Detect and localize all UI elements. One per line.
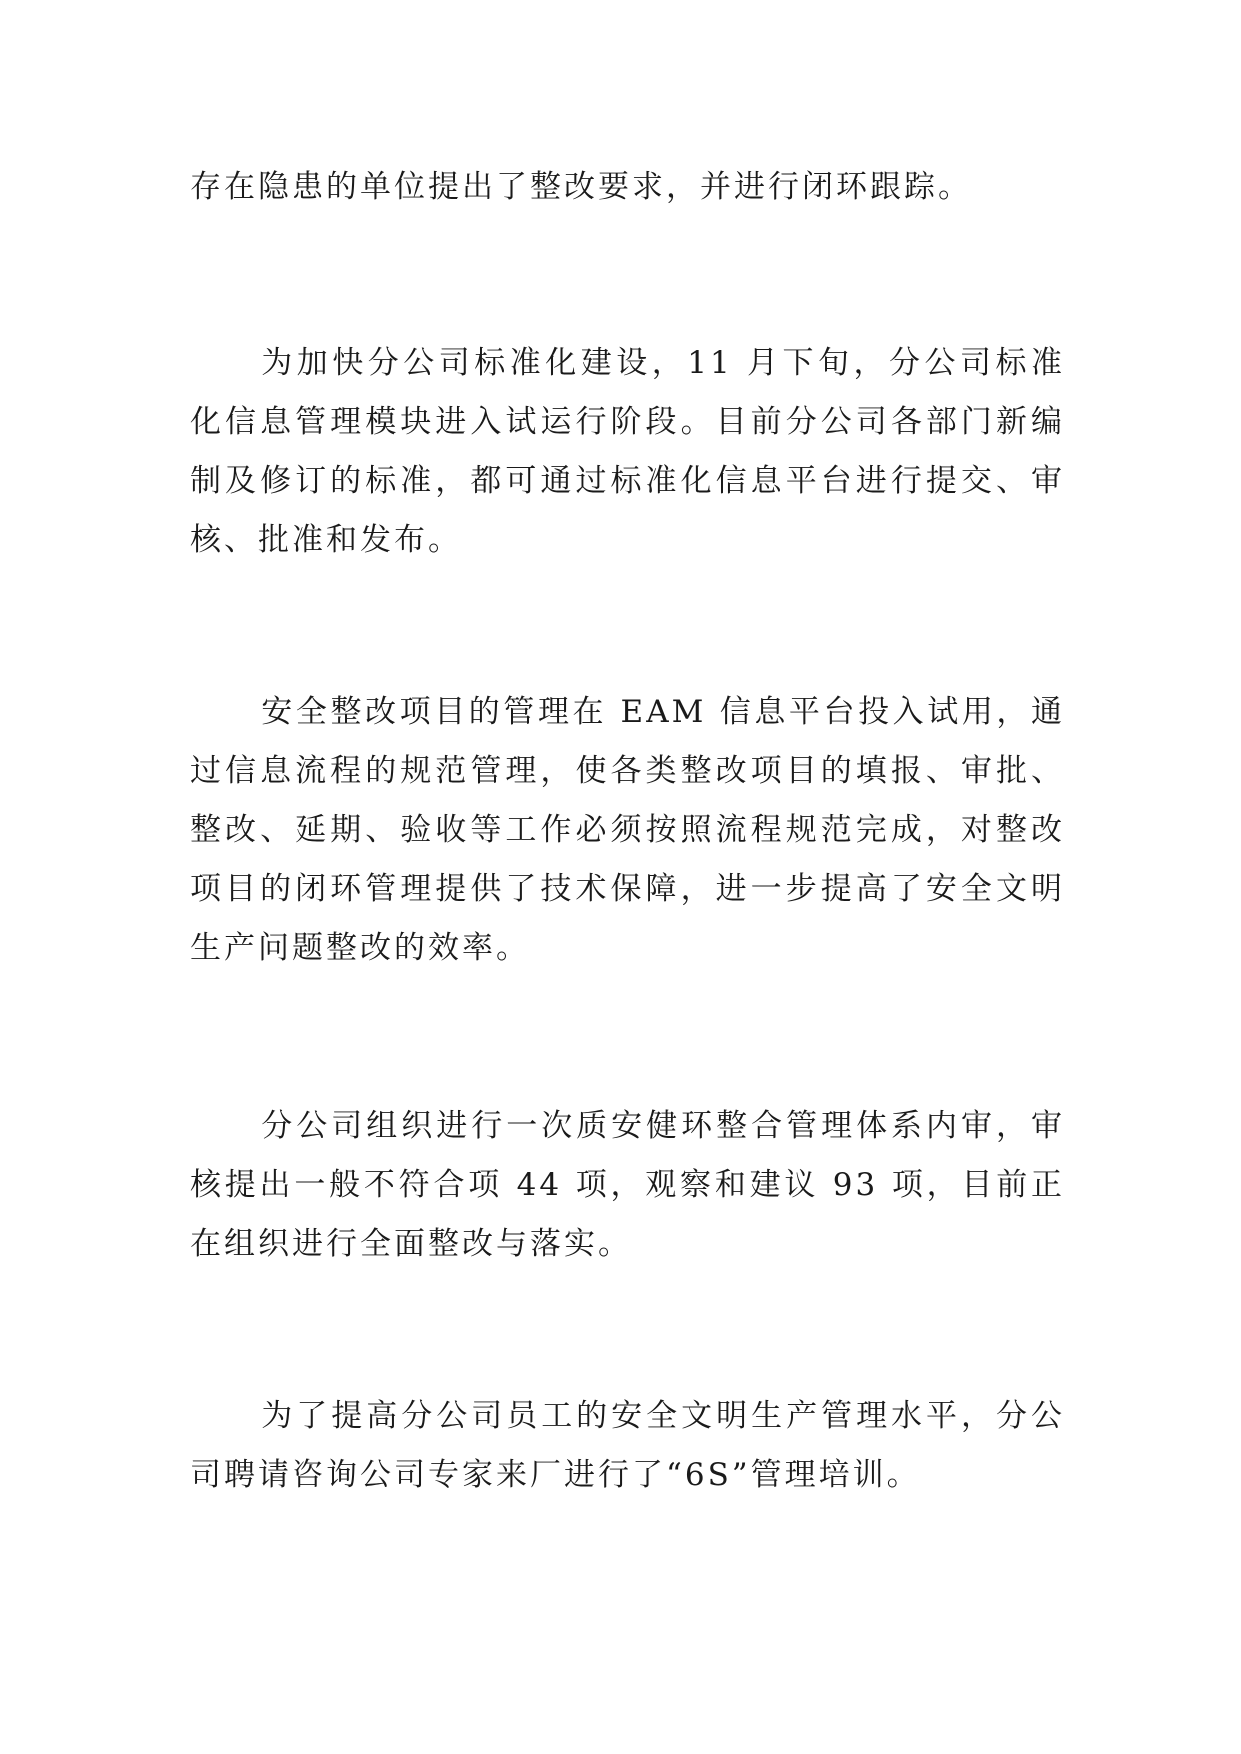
paragraph-internal-audit: 分公司组织进行一次质安健环整合管理体系内审，审核提出一般不符合项 44 项，观察和建议 93 项，目前正在组织进行全面整改与落实。 [190,1108,1065,1262]
paragraph-standardization-module: 为加快分公司标准化建设，11 月下旬，分公司标准化信息管理模块进入试运行阶段。目前分公司各部门新编制及修订的标准，都可通过标准化信息平台进行提交、审核、批准和发布。 [190,345,1065,558]
paragraph-6s-training: 为了提高分公司员工的安全文明生产管理水平，分公司聘请咨询公司专家来厂进行了“6S”管理培训。 [190,1398,1065,1493]
paragraph-hazard-rectification: 存在隐患的单位提出了整改要求，并进行闭环跟踪。 [190,169,972,205]
paragraph-eam-platform: 安全整改项目的管理在 EAM 信息平台投入试用，通过信息流程的规范管理，使各类整改项目的填报、审批、整改、延期、验收等工作必须按照流程规范完成，对整改项目的闭环管理提供了技术保障，进一步提高了安全文明生产问题整改的效率。 [190,694,1065,966]
